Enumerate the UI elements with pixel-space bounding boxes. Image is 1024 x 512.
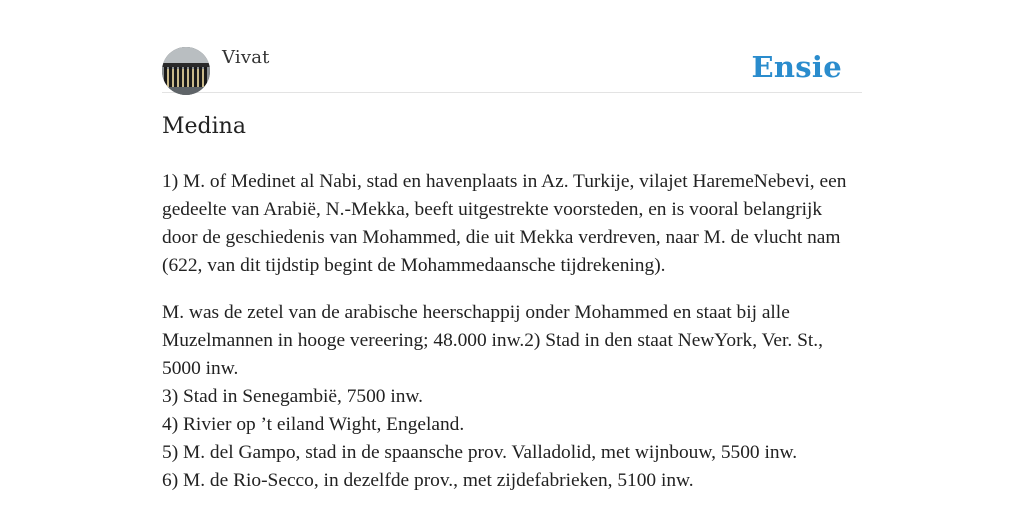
paragraph-line: 4) Rivier op ’t eiland Wight, Engeland. <box>162 414 465 435</box>
brand-logo[interactable]: Ensie <box>751 50 842 84</box>
avatar-image <box>162 47 210 95</box>
paragraph-line: 3) Stad in Senegambië, 7500 inw. <box>162 386 424 407</box>
article-title: Medina <box>162 114 246 139</box>
paragraph-line: M. was de zetel van de arabische heerschappij onder Mohammed en staat bij alle Muzelmannen in hooge vereering; 48.000 inw.2) Stad in den staat NewYork, Ver. St., 5000 inw. <box>162 302 823 379</box>
paragraph-line: 5) M. del Gampo, stad in de spaansche prov. Valladolid, met wijnbouw, 5500 inw. <box>162 442 798 463</box>
paragraph: 1) M. of Medinet al Nabi, stad en havenplaats in Az. Turkije, vilajet HaremeNebevi, een gedeelte van Arabië, N.-Mekka, beeft uitgestrekte voorsteden, en is vooral belangrijk door de geschiedenis van Mohammed, die uit Mekka verdreven, naar M. de vlucht nam (622, van dit tijdstip begint de Mohammedaansche tijdrekening). <box>162 171 847 276</box>
author-name[interactable]: Vivat <box>222 47 270 68</box>
paragraph <box>162 299 862 495</box>
paragraph-line: 6) M. de Rio-Secco, in dezelfde prov., met zijdefabrieken, 5100 inw. <box>162 470 694 491</box>
article-body <box>162 168 862 512</box>
header <box>162 46 862 93</box>
author-avatar[interactable] <box>162 47 210 95</box>
